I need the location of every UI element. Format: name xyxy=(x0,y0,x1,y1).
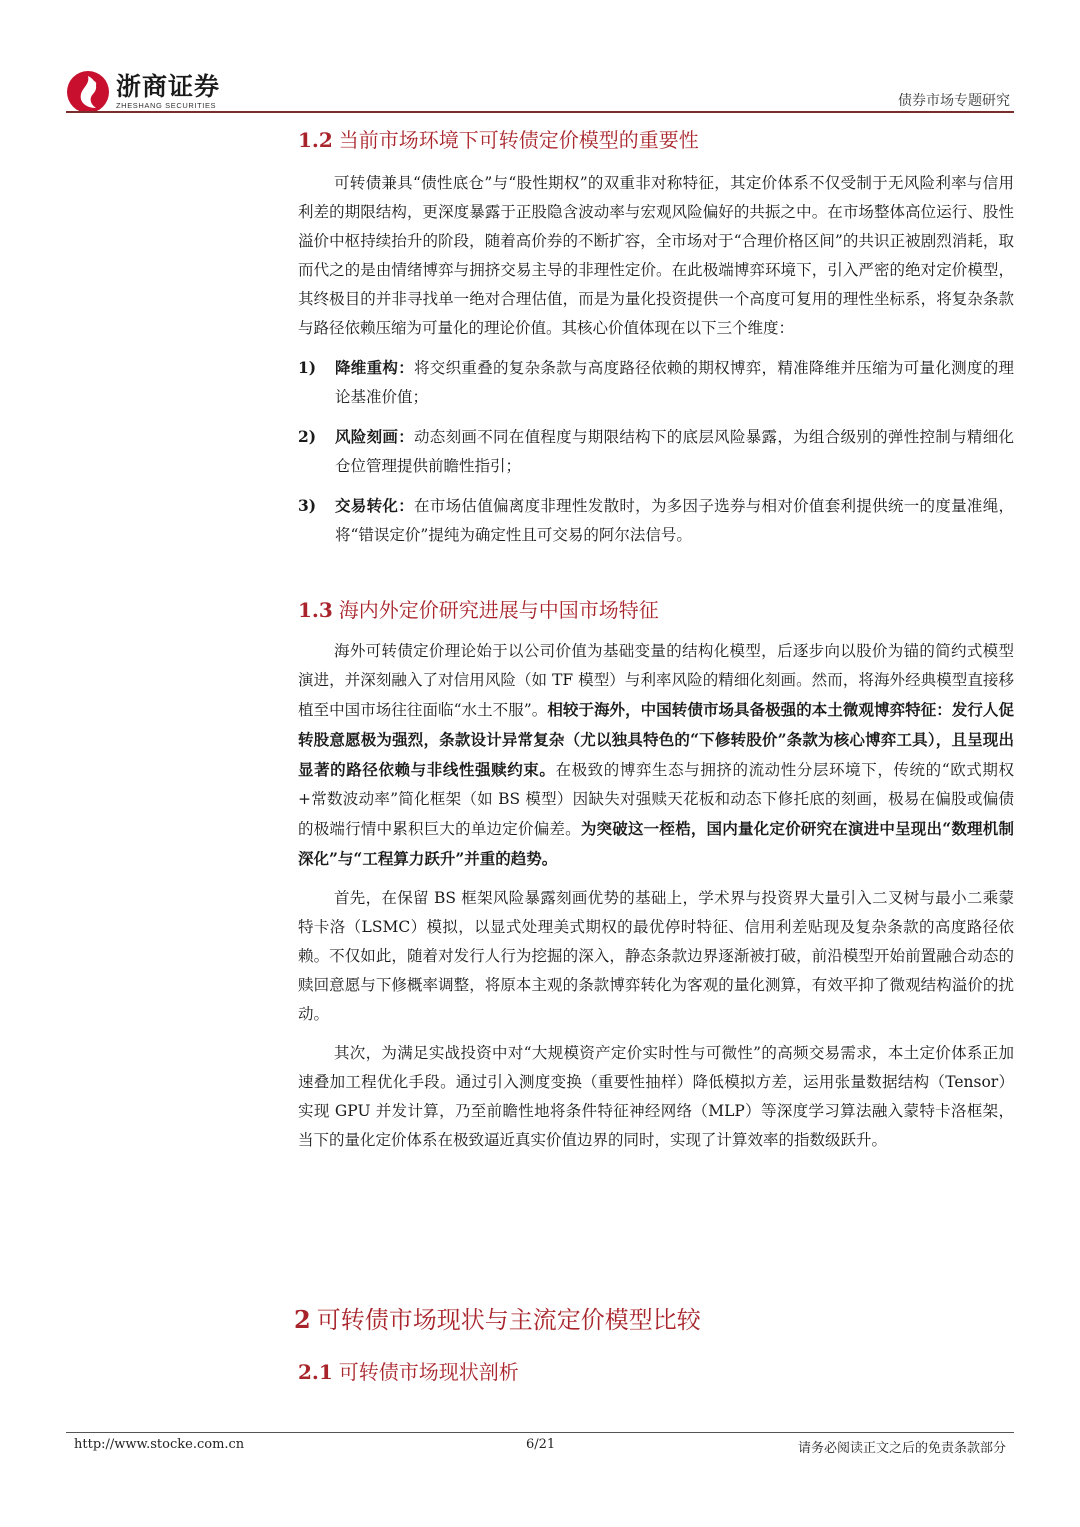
chapter-heading-2 xyxy=(294,1300,701,1335)
section-title: 当前市场环境下可转债定价模型的重要性 xyxy=(338,128,699,152)
section-heading-1-2 xyxy=(298,124,1014,153)
section-number: 1.2 xyxy=(298,128,333,152)
footer-disclaimer: 请务必阅读正文之后的免责条款部分 xyxy=(797,1441,1006,1456)
section-title: 可转债市场现状剖析 xyxy=(338,1360,519,1384)
section-title: 海内外定价研究进展与中国市场特征 xyxy=(338,598,659,622)
list-number: 1) xyxy=(298,358,317,377)
list-item xyxy=(298,353,1014,412)
list-term: 风险刻画： xyxy=(335,427,414,446)
section-heading-2-1 xyxy=(298,1356,519,1385)
header-divider xyxy=(66,111,1014,113)
list-item xyxy=(298,491,1014,550)
page-content xyxy=(298,124,1014,1155)
page-number: 6/21 xyxy=(526,1437,556,1452)
footer-url[interactable]: http://www.stocke.com.cn xyxy=(74,1437,245,1452)
chapter-number: 2 xyxy=(294,1305,311,1334)
section-heading-1-3 xyxy=(298,594,1014,623)
paragraph-emphasis: 为突破这一桎梏，国内量化定价研究在演进中呈现出“数理机制深化”与“工程算力跃升”并重的趋势。 xyxy=(298,819,1014,868)
paragraph xyxy=(298,637,1014,874)
footer-divider xyxy=(66,1432,1014,1433)
list-term: 交易转化： xyxy=(335,496,414,515)
list-number: 3) xyxy=(298,496,317,515)
zheshang-logo-icon xyxy=(66,70,110,114)
chapter-title: 可转债市场现状与主流定价模型比较 xyxy=(316,1306,701,1334)
logo-name-en: ZHESHANG SECURITIES xyxy=(116,101,217,110)
paragraph: 可转债兼具“债性底仓”与“股性期权”的双重非对称特征，其定价体系不仅受制于无风险利率与信用利差的期限结构，更深度暴露于正股隐含波动率与宏观风险偏好的共振之中。在市场整体高位运行、股性溢价中枢持续抬升的阶段，随着高价券的不断扩容，全市场对于“合理价格区间”的共识正被剧烈消耗，取而代之的是由情绪博弈与拥挤交易主导的非理性定价。在此极端博弈环境下，引入严密的绝对定价模型，其终极目的并非寻找单一绝对合理估值，而是为量化投资提供一个高度可复用的理性坐标系，将复杂条款与路径依赖压缩为可量化的理论价值。其核心价值体现在以下三个维度： xyxy=(298,174,1014,337)
paragraph-emphasis: 相较于海外，中国转债市场具备极强的本土微观博弈特征：发行人促转股意愿极为强烈，条款设计异常复杂（尤以独具特色的“下修转股价”条款为核心博弈工具），且呈现出显著的路径依赖与非线性强赎约束。 xyxy=(298,700,1014,779)
section-number: 1.3 xyxy=(298,598,333,622)
list-number: 2) xyxy=(298,427,317,446)
paragraph: 其次，为满足实战投资中对“大规模资产定价实时性与可微性”的高频交易需求，本土定价体系正加速叠加工程优化手段。通过引入测度变换（重要性抽样）降低模拟方差，运用张量数据结构（Tensor）实现 GPU 并发计算，乃至前瞻性地将条件特征神经网络（MLP）等深度学习算法融入蒙特卡洛框架，当下的量化定价体系在极致逼近真实价值边界的同时，实现了计算效率的指数级跃升。 xyxy=(298,1044,1014,1149)
section-number: 2.1 xyxy=(298,1360,333,1384)
company-logo xyxy=(66,70,220,114)
paragraph: 首先，在保留 BS 框架风险暴露刻画优势的基础上，学术界与投资界大量引入二叉树与最小二乘蒙特卡洛（LSMC）模拟，以显式处理美式期权的最优停时特征、信用利差贴现及复杂条款的高度路径依赖。不仅如此，随着对发行人行为挖掘的深入，静态条款边界逐渐被打破，前沿模型开始前置融合动态的赎回意愿与下修概率调整，将原本主观的条款博弈转化为客观的量化测算，有效平抑了微观结构溢价的扰动。 xyxy=(298,889,1014,1023)
report-category: 债券市场专题研究 xyxy=(898,93,1010,109)
list-item xyxy=(298,422,1014,481)
list-text: 将交织重叠的复杂条款与高度路径依赖的期权博弈，精准降维并压缩为可量化测度的理论基准价值； xyxy=(335,359,1014,406)
list-text: 动态刻画不同在值程度与期限结构下的底层风险暴露，为组合级别的弹性控制与精细化仓位管理提供前瞻性指引； xyxy=(335,428,1014,475)
paragraph-text: 海外可转债定价理论始于以公司价值为基础变量的结构化模型，后逐步向以股价为锚的简约式模型演进，并深刻融入了对信用风险（如 TF 模型）与利率风险的精细化刻画。然而，将海外经典模型直接移植至中国市场往往面临“水土不服”。 xyxy=(298,642,1014,719)
logo-name-cn: 浙商证券 xyxy=(116,72,221,101)
page-header xyxy=(66,62,1014,114)
list-text: 在市场估值偏离度非理性发散时，为多因子选券与相对价值套利提供统一的度量准绳，将“错误定价”提纯为确定性且可交易的阿尔法信号。 xyxy=(335,497,1014,544)
paragraph-text: 在极致的博弈生态与拥挤的流动性分层环境下，传统的“欧式期权+常数波动率”简化框架（如 BS 模型）因缺失对强赎天花板和动态下修托底的刻画，极易在偏股或偏债的极端行情中累积巨大的单边定价偏差。 xyxy=(298,761,1014,838)
list-term: 降维重构： xyxy=(335,358,414,377)
